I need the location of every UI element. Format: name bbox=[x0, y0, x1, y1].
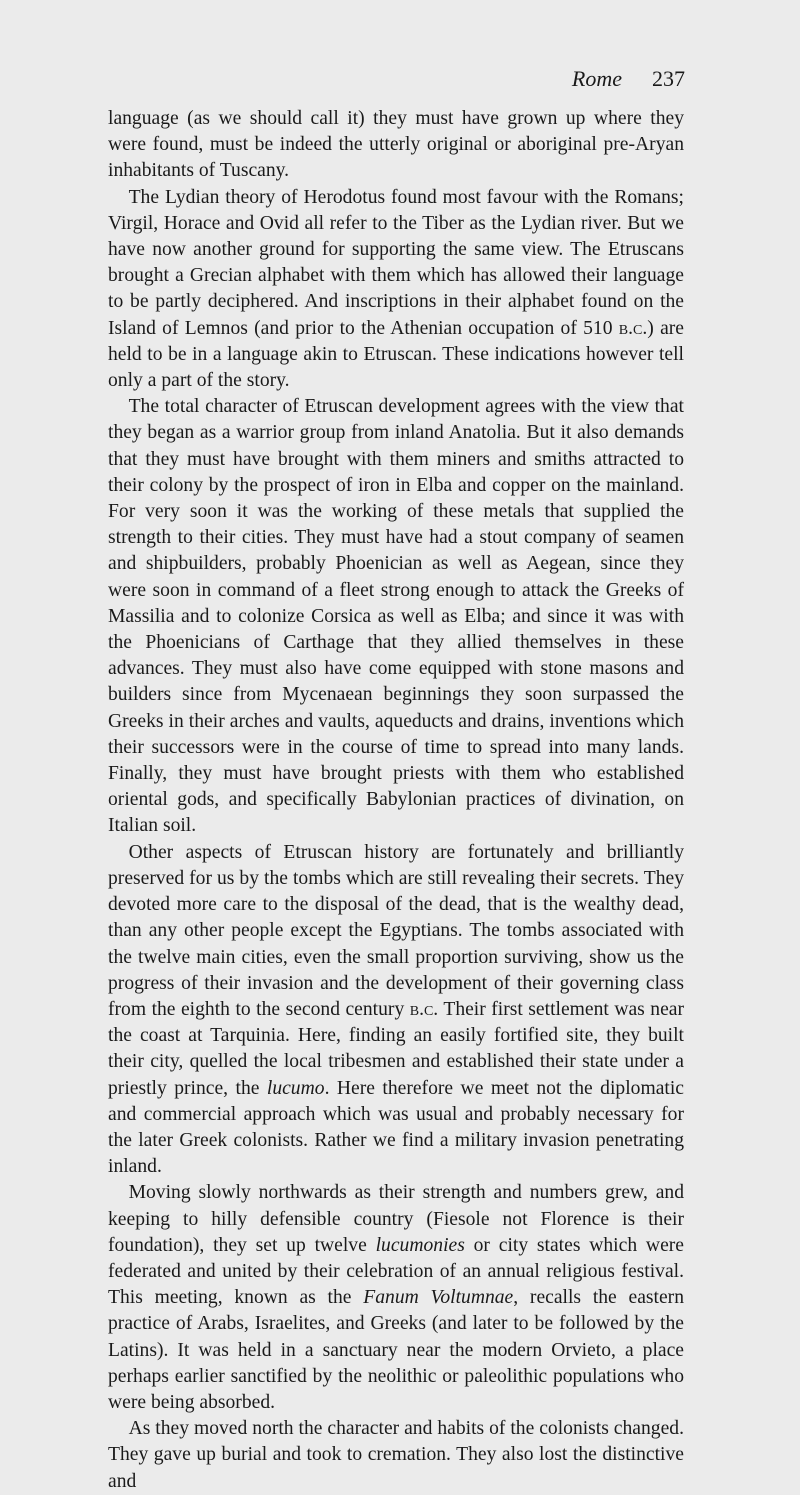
paragraph-5 bbox=[108, 1180, 684, 1416]
paragraph-5-text-b: or city states which were federated and united by their celebration of an annual religious festival. This meeting, known as the bbox=[108, 1234, 684, 1309]
running-head bbox=[0, 62, 800, 96]
paragraph-2-text-a: The Lydian theory of Herodotus found most favour with the Romans; Virgil, Horace and Ovid all refer to the Tiber as the Lydian river. But we have now another ground for supporting the same view. The Etruscans brought a Grecian alphabet with them which has allowed their language to be partly deciphered. And inscriptions in their alphabet found on the Island of Lemnos (and prior to the Athenian occupation of 510 bbox=[108, 186, 684, 339]
paragraph-2 bbox=[108, 185, 684, 395]
page-number: 237 bbox=[652, 66, 685, 91]
running-title: Rome bbox=[571, 66, 622, 91]
term-fanum-voltumnae: Fanum Voltumnae bbox=[363, 1287, 514, 1309]
term-lucumo: lucumo bbox=[266, 1077, 325, 1099]
paragraph-3: The total character of Etruscan development agrees with the view that they began as a warrior group from inland Anatolia. But it also demands that they must have brought with them miners and smiths attracted to their colony by the prospect of iron in Elba and copper on the mainland. For very soon it was the working of these metals that supplied the strength to their cities. They must have had a stout company of seamen and shipbuilders, probably Phoenician as well as Aegean, since they were soon in command of a fleet strong enough to attack the Greeks of Massilia and to colonize Corsica as well as Elba; and since it was with the Phoenicians of Carthage that they allied themselves in these advances. They must also have come equipped with stone masons and builders since from Mycenaean beginnings they soon surpassed the Greeks in their arches and vaults, aqueducts and drains, inventions which their successors were in the course of time to spread into many lands. Finally, they must have brought priests with them who established oriental gods, and specifically Babylonian practices of divination, on Italian soil. bbox=[108, 396, 684, 837]
paragraph-4-text-b: Their first settlement was near the coast at Tarquinia. Here, finding an easily fortified site, they built their city, quelled the local tribesmen and established their state under a priestly prince, the bbox=[108, 998, 684, 1099]
paragraph-6: As they moved north the character and habits of the colonists changed. They gave up burial and took to cremation. They also lost the distinctive and bbox=[108, 1418, 684, 1492]
body-text bbox=[108, 106, 684, 1495]
paragraph-1: language (as we should call it) they must have grown up where they were found, must be indeed the utterly original or aboriginal pre-Aryan inhabitants of Tuscany. bbox=[108, 108, 684, 182]
paragraph-2-text-b: ) are held to be in a language akin to Etruscan. These indications however tell only a part of the story. bbox=[108, 317, 684, 392]
paragraph-4-text-a: Other aspects of Etruscan history are fortunately and brilliantly preserved for us by the tombs which are still revealing their secrets. They devoted more care to the disposal of the dead, that is the wealthy dead, than any other people except the Egyptians. The tombs associated with the twelve main cities, even the small proportion surviving, show us the progress of their invasion and the development of their governing class from the eighth to the second century bbox=[108, 841, 684, 1020]
paragraph-5-text-a: Moving slowly northwards as their strength and numbers grew, and keeping to hilly defensible country (Fiesole not Florence is their foundation), they set up twelve bbox=[108, 1182, 684, 1256]
era-abbreviation: b.c. bbox=[618, 317, 648, 339]
term-lucumonies: lucumonies bbox=[375, 1234, 465, 1256]
paragraph-4-text-c: . Here therefore we meet not the diplomatic and commercial approach which was usual and probably necessary for the later Greek colonists. Rather we find a military invasion penetrating inland. bbox=[108, 1077, 684, 1178]
paragraph-4 bbox=[108, 840, 684, 1181]
era-abbreviation: b.c. bbox=[409, 998, 439, 1020]
paragraph-5-text-c: , recalls the eastern practice of Arabs, Israelites, and Greeks (and later to be followed by the Latins). It was held in a sanctuary near the modern Orvieto, a place perhaps earlier sanctified by the neolithic or paleolithic populations who were being absorbed. bbox=[108, 1287, 684, 1413]
